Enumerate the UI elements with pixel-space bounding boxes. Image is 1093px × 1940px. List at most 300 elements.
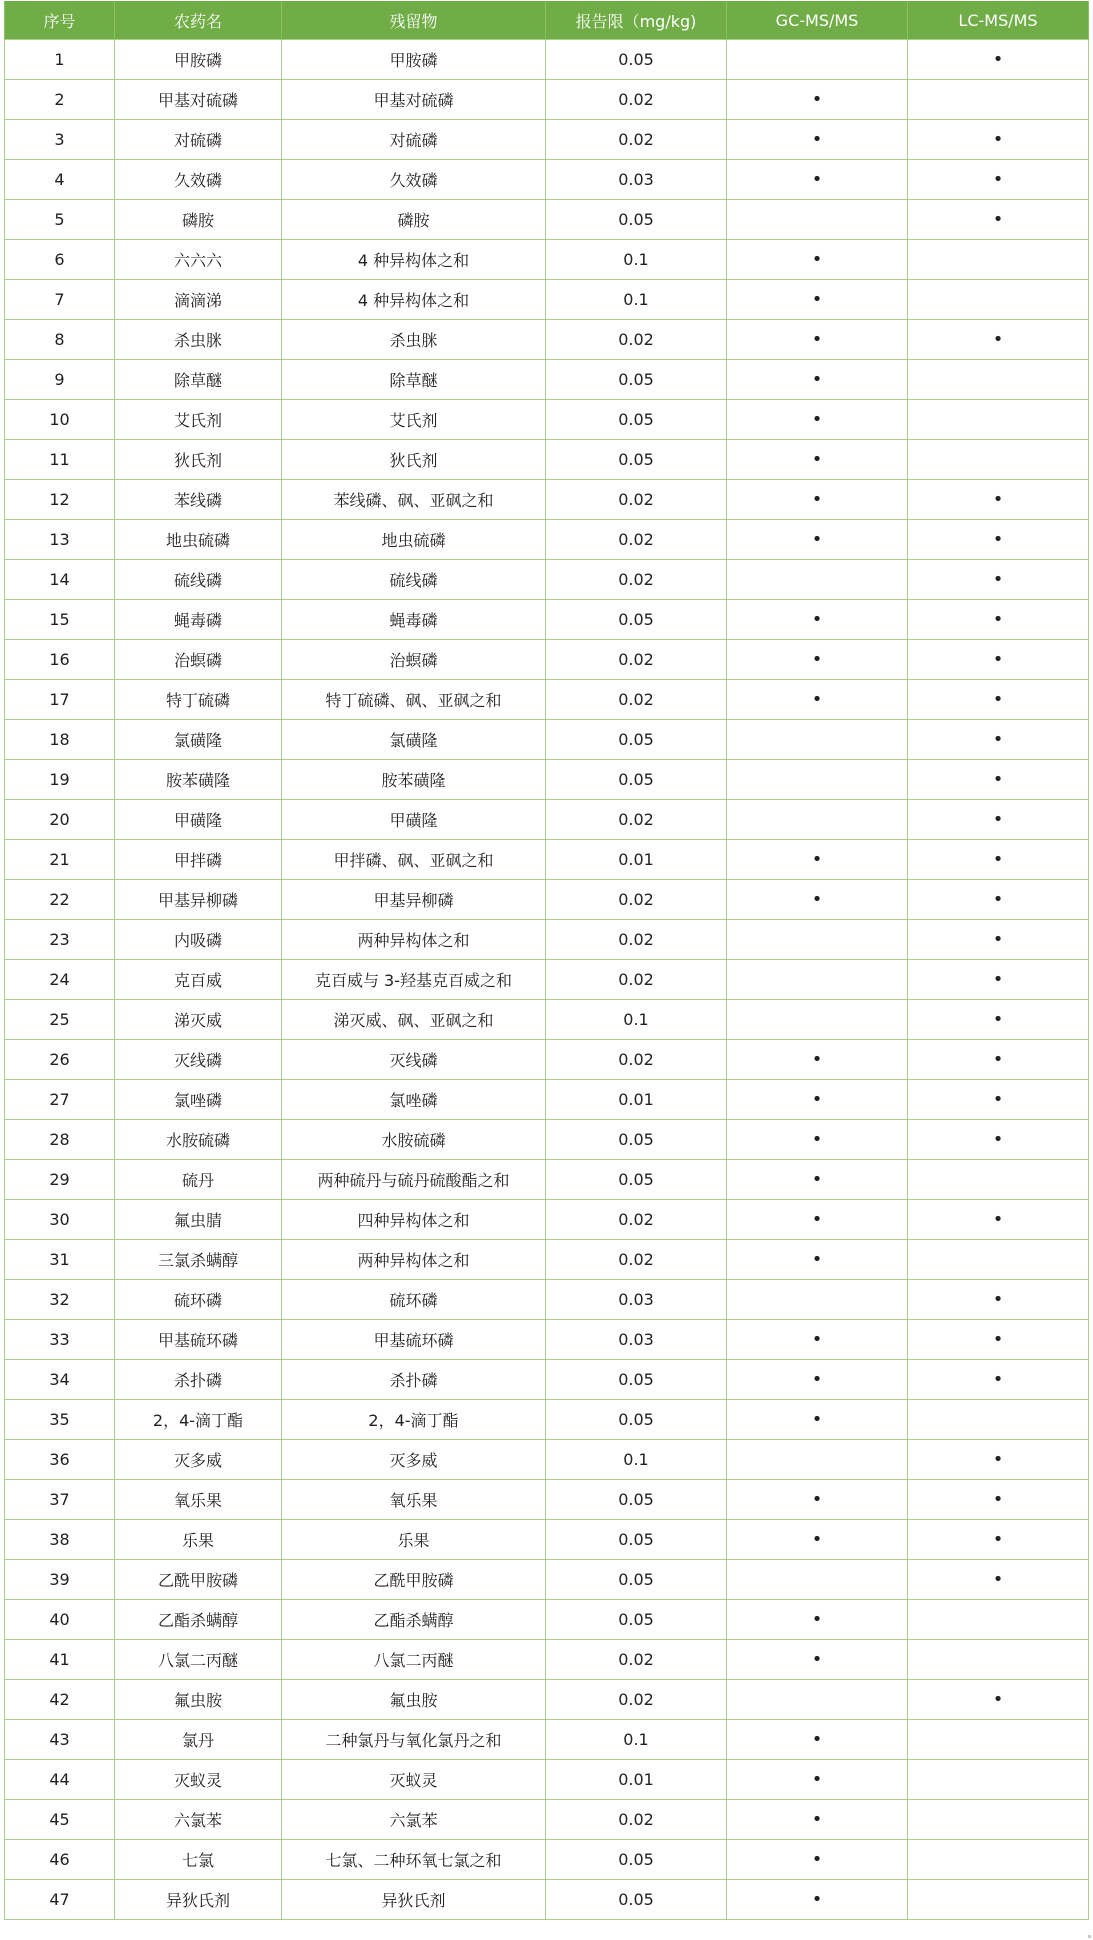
report-limit-cell: 0.02 [546,1040,727,1080]
report-limit-cell: 0.05 [546,1400,727,1440]
report-limit-cell: 0.02 [546,920,727,960]
table-row [5,840,1089,880]
lc-ms-mark-cell: • [908,520,1089,560]
lc-ms-mark-cell: • [908,720,1089,760]
lc-ms-mark-cell: • [908,1040,1089,1080]
gc-ms-mark-cell [727,1000,908,1040]
gc-ms-mark-cell: • [727,1120,908,1160]
lc-ms-mark-cell: • [908,760,1089,800]
gc-ms-mark-cell: • [727,1880,908,1920]
gc-ms-mark-cell: • [727,1320,908,1360]
row-index-cell: 20 [5,800,115,840]
row-index-cell: 21 [5,840,115,880]
table-row [5,200,1089,240]
gc-ms-mark-cell: • [727,520,908,560]
gc-ms-mark-cell [727,560,908,600]
table-row [5,1520,1089,1560]
residue-cell: 两种异构体之和 [282,920,546,960]
lc-ms-mark-cell: • [908,1360,1089,1400]
pesticide-name-cell: 三氯杀螨醇 [115,1240,282,1280]
table-row [5,960,1089,1000]
lc-ms-mark-cell [908,80,1089,120]
pesticide-name-cell: 2，4-滴丁酯 [115,1400,282,1440]
row-index-cell: 29 [5,1160,115,1200]
pesticide-name-cell: 治螟磷 [115,640,282,680]
row-index-cell: 37 [5,1480,115,1520]
lc-ms-mark-cell [908,400,1089,440]
lc-ms-mark-cell: • [908,480,1089,520]
gc-ms-mark-cell: • [727,600,908,640]
residue-cell: 治螟磷 [282,640,546,680]
table-row [5,1600,1089,1640]
residue-cell: 两种异构体之和 [282,1240,546,1280]
row-index-cell: 3 [5,120,115,160]
row-index-cell: 28 [5,1120,115,1160]
gc-ms-mark-cell: • [727,1200,908,1240]
report-limit-cell: 0.1 [546,240,727,280]
row-index-cell: 41 [5,1640,115,1680]
table-row [5,720,1089,760]
table-row [5,1760,1089,1800]
lc-ms-mark-cell: • [908,120,1089,160]
pesticide-name-cell: 滴滴涕 [115,280,282,320]
report-limit-cell: 0.05 [546,1880,727,1920]
gc-ms-mark-cell: • [727,640,908,680]
report-limit-cell: 0.02 [546,1640,727,1680]
report-limit-cell: 0.02 [546,1240,727,1280]
table-row [5,1480,1089,1520]
report-limit-cell: 0.03 [546,160,727,200]
pesticide-name-cell: 乙酯杀螨醇 [115,1600,282,1640]
pesticide-name-cell: 磷胺 [115,200,282,240]
row-index-cell: 46 [5,1840,115,1880]
gc-ms-mark-cell: • [727,160,908,200]
residue-cell: 久效磷 [282,160,546,200]
lc-ms-mark-cell: • [908,880,1089,920]
residue-cell: 乙酰甲胺磷 [282,1560,546,1600]
report-limit-cell: 0.1 [546,1720,727,1760]
report-limit-cell: 0.05 [546,40,727,80]
row-index-cell: 26 [5,1040,115,1080]
residue-cell: 氟虫胺 [282,1680,546,1720]
residue-cell: 异狄氏剂 [282,1880,546,1920]
table-row [5,1280,1089,1320]
lc-ms-mark-cell: • [908,960,1089,1000]
row-index-cell: 23 [5,920,115,960]
pesticide-name-cell: 甲拌磷 [115,840,282,880]
table-header [5,1,1089,40]
residue-cell: 特丁硫磷、砜、亚砜之和 [282,680,546,720]
row-index-cell: 24 [5,960,115,1000]
residue-cell: 艾氏剂 [282,400,546,440]
table-row [5,640,1089,680]
gc-ms-mark-cell: • [727,1520,908,1560]
row-index-cell: 43 [5,1720,115,1760]
report-limit-cell: 0.05 [546,200,727,240]
lc-ms-mark-cell: • [908,800,1089,840]
residue-cell: 灭多威 [282,1440,546,1480]
gc-ms-mark-cell: • [727,1600,908,1640]
row-index-cell: 30 [5,1200,115,1240]
lc-ms-mark-cell: • [908,640,1089,680]
report-limit-cell: 0.05 [546,1360,727,1400]
gc-ms-mark-cell: • [727,1840,908,1880]
row-index-cell: 15 [5,600,115,640]
table-row [5,760,1089,800]
table-row [5,1560,1089,1600]
residue-cell: 乐果 [282,1520,546,1560]
residue-cell: 甲基硫环磷 [282,1320,546,1360]
lc-ms-mark-cell: • [908,840,1089,880]
pesticide-name-cell: 氧乐果 [115,1480,282,1520]
table-row [5,1400,1089,1440]
table-row [5,560,1089,600]
gc-ms-mark-cell: • [727,1800,908,1840]
table-row [5,80,1089,120]
report-limit-cell: 0.1 [546,280,727,320]
report-limit-cell: 0.1 [546,1000,727,1040]
row-index-cell: 31 [5,1240,115,1280]
residue-cell: 二种氯丹与氧化氯丹之和 [282,1720,546,1760]
row-index-cell: 17 [5,680,115,720]
row-index-cell: 16 [5,640,115,680]
header-row [5,1,1089,40]
pesticide-name-cell: 久效磷 [115,160,282,200]
table-row [5,1320,1089,1360]
table-row [5,40,1089,80]
report-limit-cell: 0.02 [546,520,727,560]
gc-ms-mark-cell [727,1680,908,1720]
report-limit-cell: 0.02 [546,640,727,680]
pesticide-name-cell: 内吸磷 [115,920,282,960]
lc-ms-mark-cell [908,1400,1089,1440]
lc-ms-mark-cell [908,1720,1089,1760]
gc-ms-mark-cell: • [727,1640,908,1680]
pesticide-name-cell: 八氯二丙醚 [115,1640,282,1680]
report-limit-cell: 0.05 [546,360,727,400]
lc-ms-mark-cell [908,1840,1089,1880]
row-index-cell: 8 [5,320,115,360]
table-row [5,1360,1089,1400]
residue-cell: 4 种异构体之和 [282,280,546,320]
pesticide-name-cell: 硫丹 [115,1160,282,1200]
lc-ms-mark-cell: • [908,1080,1089,1120]
corner-mark [1088,1935,1091,1938]
row-index-cell: 38 [5,1520,115,1560]
residue-cell: 4 种异构体之和 [282,240,546,280]
gc-ms-mark-cell [727,200,908,240]
lc-ms-mark-cell: • [908,40,1089,80]
column-header-pesticide-name: 农药名 [115,1,282,40]
residue-cell: 甲拌磷、砜、亚砜之和 [282,840,546,880]
gc-ms-mark-cell: • [727,400,908,440]
residue-cell: 水胺硫磷 [282,1120,546,1160]
table-row [5,1800,1089,1840]
pesticide-name-cell: 灭蚁灵 [115,1760,282,1800]
pesticide-name-cell: 硫环磷 [115,1280,282,1320]
residue-cell: 2，4-滴丁酯 [282,1400,546,1440]
gc-ms-mark-cell: • [727,240,908,280]
pesticide-name-cell: 氯唑磷 [115,1080,282,1120]
report-limit-cell: 0.02 [546,800,727,840]
report-limit-cell: 0.05 [546,1480,727,1520]
lc-ms-mark-cell [908,1600,1089,1640]
gc-ms-mark-cell [727,1280,908,1320]
pesticide-name-cell: 甲胺磷 [115,40,282,80]
gc-ms-mark-cell: • [727,1360,908,1400]
table-row [5,1240,1089,1280]
lc-ms-mark-cell: • [908,1440,1089,1480]
pesticide-name-cell: 水胺硫磷 [115,1120,282,1160]
pesticide-name-cell: 蝇毒磷 [115,600,282,640]
row-index-cell: 22 [5,880,115,920]
residue-cell: 乙酯杀螨醇 [282,1600,546,1640]
pesticide-name-cell: 对硫磷 [115,120,282,160]
row-index-cell: 19 [5,760,115,800]
gc-ms-mark-cell [727,720,908,760]
lc-ms-mark-cell: • [908,320,1089,360]
lc-ms-mark-cell: • [908,600,1089,640]
table-body [5,40,1089,1920]
lc-ms-mark-cell [908,1880,1089,1920]
report-limit-cell: 0.02 [546,680,727,720]
pesticide-name-cell: 甲基异柳磷 [115,880,282,920]
row-index-cell: 39 [5,1560,115,1600]
report-limit-cell: 0.03 [546,1280,727,1320]
residue-cell: 六氯苯 [282,1800,546,1840]
table-row [5,480,1089,520]
row-index-cell: 32 [5,1280,115,1320]
gc-ms-mark-cell [727,760,908,800]
column-header-report-limit: 报告限（mg/kg) [546,1,727,40]
residue-cell: 七氯、二种环氧七氯之和 [282,1840,546,1880]
pesticide-name-cell: 涕灭威 [115,1000,282,1040]
gc-ms-mark-cell: • [727,320,908,360]
residue-cell: 狄氏剂 [282,440,546,480]
lc-ms-mark-cell: • [908,1120,1089,1160]
gc-ms-mark-cell [727,1560,908,1600]
residue-cell: 灭线磷 [282,1040,546,1080]
lc-ms-mark-cell: • [908,1680,1089,1720]
residue-cell: 杀扑磷 [282,1360,546,1400]
row-index-cell: 40 [5,1600,115,1640]
gc-ms-mark-cell: • [727,1400,908,1440]
gc-ms-mark-cell: • [727,1080,908,1120]
lc-ms-mark-cell: • [908,560,1089,600]
pesticide-name-cell: 乐果 [115,1520,282,1560]
pesticide-name-cell: 克百威 [115,960,282,1000]
row-index-cell: 45 [5,1800,115,1840]
pesticide-name-cell: 氟虫腈 [115,1200,282,1240]
row-index-cell: 34 [5,1360,115,1400]
pesticide-name-cell: 硫线磷 [115,560,282,600]
report-limit-cell: 0.05 [546,1160,727,1200]
residue-cell: 涕灭威、砜、亚砜之和 [282,1000,546,1040]
table-row [5,1440,1089,1480]
row-index-cell: 13 [5,520,115,560]
residue-cell: 杀虫脒 [282,320,546,360]
row-index-cell: 33 [5,1320,115,1360]
residue-cell: 甲基异柳磷 [282,880,546,920]
gc-ms-mark-cell: • [727,1040,908,1080]
lc-ms-mark-cell [908,1800,1089,1840]
report-limit-cell: 0.05 [546,600,727,640]
residue-cell: 四种异构体之和 [282,1200,546,1240]
table-row [5,320,1089,360]
report-limit-cell: 0.05 [546,400,727,440]
pesticide-name-cell: 灭线磷 [115,1040,282,1080]
table-row [5,1680,1089,1720]
residue-cell: 灭蚁灵 [282,1760,546,1800]
report-limit-cell: 0.01 [546,840,727,880]
table-row [5,360,1089,400]
gc-ms-mark-cell: • [727,840,908,880]
gc-ms-mark-cell: • [727,120,908,160]
row-index-cell: 27 [5,1080,115,1120]
gc-ms-mark-cell: • [727,1240,908,1280]
pesticide-name-cell: 胺苯磺隆 [115,760,282,800]
gc-ms-mark-cell: • [727,1760,908,1800]
residue-cell: 氯磺隆 [282,720,546,760]
row-index-cell: 12 [5,480,115,520]
row-index-cell: 2 [5,80,115,120]
residue-cell: 磷胺 [282,200,546,240]
lc-ms-mark-cell: • [908,160,1089,200]
table-row [5,1640,1089,1680]
lc-ms-mark-cell: • [908,920,1089,960]
pesticide-name-cell: 氯丹 [115,1720,282,1760]
gc-ms-mark-cell: • [727,280,908,320]
row-index-cell: 7 [5,280,115,320]
residue-cell: 八氯二丙醚 [282,1640,546,1680]
column-header-gc-ms: GC-MS/MS [727,1,908,40]
pesticide-name-cell: 地虫硫磷 [115,520,282,560]
gc-ms-mark-cell: • [727,80,908,120]
pesticide-name-cell: 特丁硫磷 [115,680,282,720]
residue-cell: 地虫硫磷 [282,520,546,560]
table-row [5,1080,1089,1120]
pesticide-name-cell: 六六六 [115,240,282,280]
row-index-cell: 6 [5,240,115,280]
report-limit-cell: 0.05 [546,440,727,480]
table-row [5,600,1089,640]
table-row [5,880,1089,920]
lc-ms-mark-cell [908,240,1089,280]
residue-cell: 蝇毒磷 [282,600,546,640]
residue-cell: 两种硫丹与硫丹硫酸酯之和 [282,1160,546,1200]
lc-ms-mark-cell [908,1160,1089,1200]
pesticide-table [4,1,1089,1920]
report-limit-cell: 0.02 [546,1800,727,1840]
row-index-cell: 47 [5,1880,115,1920]
report-limit-cell: 0.02 [546,120,727,160]
residue-cell: 克百威与 3-羟基克百威之和 [282,960,546,1000]
table-row [5,280,1089,320]
pesticide-name-cell: 杀扑磷 [115,1360,282,1400]
table-row [5,120,1089,160]
report-limit-cell: 0.02 [546,1200,727,1240]
pesticide-name-cell: 除草醚 [115,360,282,400]
residue-cell: 对硫磷 [282,120,546,160]
row-index-cell: 35 [5,1400,115,1440]
table-row [5,1040,1089,1080]
table-row [5,520,1089,560]
pesticide-name-cell: 灭多威 [115,1440,282,1480]
gc-ms-mark-cell: • [727,360,908,400]
pesticide-name-cell: 氯磺隆 [115,720,282,760]
report-limit-cell: 0.05 [546,1520,727,1560]
report-limit-cell: 0.05 [546,1560,727,1600]
pesticide-name-cell: 狄氏剂 [115,440,282,480]
row-index-cell: 44 [5,1760,115,1800]
lc-ms-mark-cell [908,1640,1089,1680]
residue-cell: 硫环磷 [282,1280,546,1320]
row-index-cell: 42 [5,1680,115,1720]
lc-ms-mark-cell [908,280,1089,320]
residue-cell: 除草醚 [282,360,546,400]
row-index-cell: 18 [5,720,115,760]
table-row [5,1000,1089,1040]
lc-ms-mark-cell: • [908,1200,1089,1240]
table-row [5,1840,1089,1880]
table-row [5,800,1089,840]
lc-ms-mark-cell: • [908,1320,1089,1360]
gc-ms-mark-cell: • [727,480,908,520]
row-index-cell: 5 [5,200,115,240]
lc-ms-mark-cell: • [908,1480,1089,1520]
table-row [5,440,1089,480]
table-row [5,160,1089,200]
lc-ms-mark-cell [908,1760,1089,1800]
row-index-cell: 11 [5,440,115,480]
pesticide-name-cell: 乙酰甲胺磷 [115,1560,282,1600]
pesticide-name-cell: 氟虫胺 [115,1680,282,1720]
pesticide-name-cell: 杀虫脒 [115,320,282,360]
residue-cell: 甲基对硫磷 [282,80,546,120]
gc-ms-mark-cell: • [727,680,908,720]
report-limit-cell: 0.02 [546,880,727,920]
report-limit-cell: 0.05 [546,760,727,800]
gc-ms-mark-cell [727,800,908,840]
column-header-index: 序号 [5,1,115,40]
pesticide-name-cell: 六氯苯 [115,1800,282,1840]
report-limit-cell: 0.02 [546,560,727,600]
report-limit-cell: 0.02 [546,480,727,520]
pesticide-name-cell: 甲基对硫磷 [115,80,282,120]
lc-ms-mark-cell: • [908,200,1089,240]
report-limit-cell: 0.02 [546,1680,727,1720]
pesticide-name-cell: 苯线磷 [115,480,282,520]
residue-cell: 甲胺磷 [282,40,546,80]
lc-ms-mark-cell: • [908,1280,1089,1320]
report-limit-cell: 0.02 [546,320,727,360]
pesticide-name-cell: 甲磺隆 [115,800,282,840]
report-limit-cell: 0.05 [546,1600,727,1640]
report-limit-cell: 0.1 [546,1440,727,1480]
residue-cell: 苯线磷、砜、亚砜之和 [282,480,546,520]
report-limit-cell: 0.01 [546,1760,727,1800]
lc-ms-mark-cell: • [908,1560,1089,1600]
table-row [5,1120,1089,1160]
gc-ms-mark-cell: • [727,440,908,480]
table-row [5,1160,1089,1200]
table-row [5,680,1089,720]
gc-ms-mark-cell [727,920,908,960]
report-limit-cell: 0.05 [546,1840,727,1880]
gc-ms-mark-cell: • [727,1720,908,1760]
lc-ms-mark-cell [908,440,1089,480]
gc-ms-mark-cell: • [727,1480,908,1520]
